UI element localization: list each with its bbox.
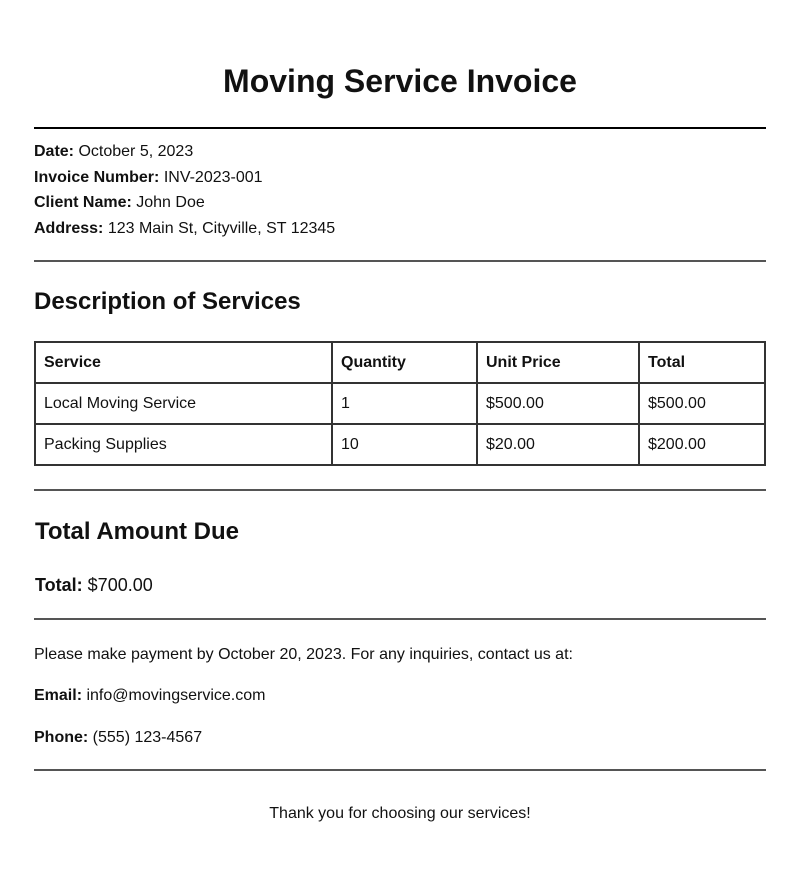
client-name-label: Client Name: (34, 194, 132, 211)
cell-service: Packing Supplies (35, 424, 332, 465)
cell-quantity: 10 (332, 424, 477, 465)
divider (34, 618, 766, 620)
cell-total: $500.00 (639, 383, 765, 424)
table-row (35, 424, 765, 465)
cell-total: $200.00 (639, 424, 765, 465)
cell-quantity: 1 (332, 383, 477, 424)
column-header-total: Total (639, 342, 765, 383)
email-label: Email: (34, 687, 83, 704)
total-value: $700.00 (87, 575, 153, 595)
table-header-row (35, 342, 765, 383)
email-row (34, 686, 265, 706)
total-label: Total: (35, 575, 83, 595)
client-name-row (34, 193, 205, 213)
address-value: 123 Main St, Cityville, ST 12345 (107, 220, 336, 237)
total-row (35, 574, 153, 596)
cell-service: Local Moving Service (35, 383, 332, 424)
address-row (34, 219, 335, 239)
invoice-number-value: INV-2023-001 (163, 169, 263, 186)
services-heading: Description of Services (34, 288, 301, 315)
divider (34, 127, 766, 129)
address-label: Address: (34, 220, 104, 237)
column-header-unit-price: Unit Price (477, 342, 639, 383)
column-header-quantity: Quantity (332, 342, 477, 383)
invoice-number-label: Invoice Number: (34, 169, 160, 186)
client-name-value: John Doe (136, 194, 205, 211)
page-title: Moving Service Invoice (223, 63, 577, 99)
phone-label: Phone: (34, 729, 89, 746)
cell-unit-price: $20.00 (477, 424, 639, 465)
services-table (34, 341, 766, 466)
divider (34, 769, 766, 771)
thank-you-message: Thank you for choosing our services! (269, 805, 531, 822)
divider (34, 489, 766, 491)
phone-row (34, 728, 202, 748)
phone-value: (555) 123-4567 (92, 729, 203, 746)
table-row (35, 383, 765, 424)
column-header-service: Service (35, 342, 332, 383)
invoice-number-row (34, 168, 263, 188)
payment-note: Please make payment by October 20, 2023. For any inquiries, contact us at: (34, 646, 573, 663)
date-value: October 5, 2023 (78, 143, 194, 160)
total-heading: Total Amount Due (35, 518, 239, 545)
cell-unit-price: $500.00 (477, 383, 639, 424)
divider (34, 260, 766, 262)
date-row (34, 142, 193, 162)
email-value: info@movingservice.com (86, 687, 266, 704)
date-label: Date: (34, 143, 75, 160)
